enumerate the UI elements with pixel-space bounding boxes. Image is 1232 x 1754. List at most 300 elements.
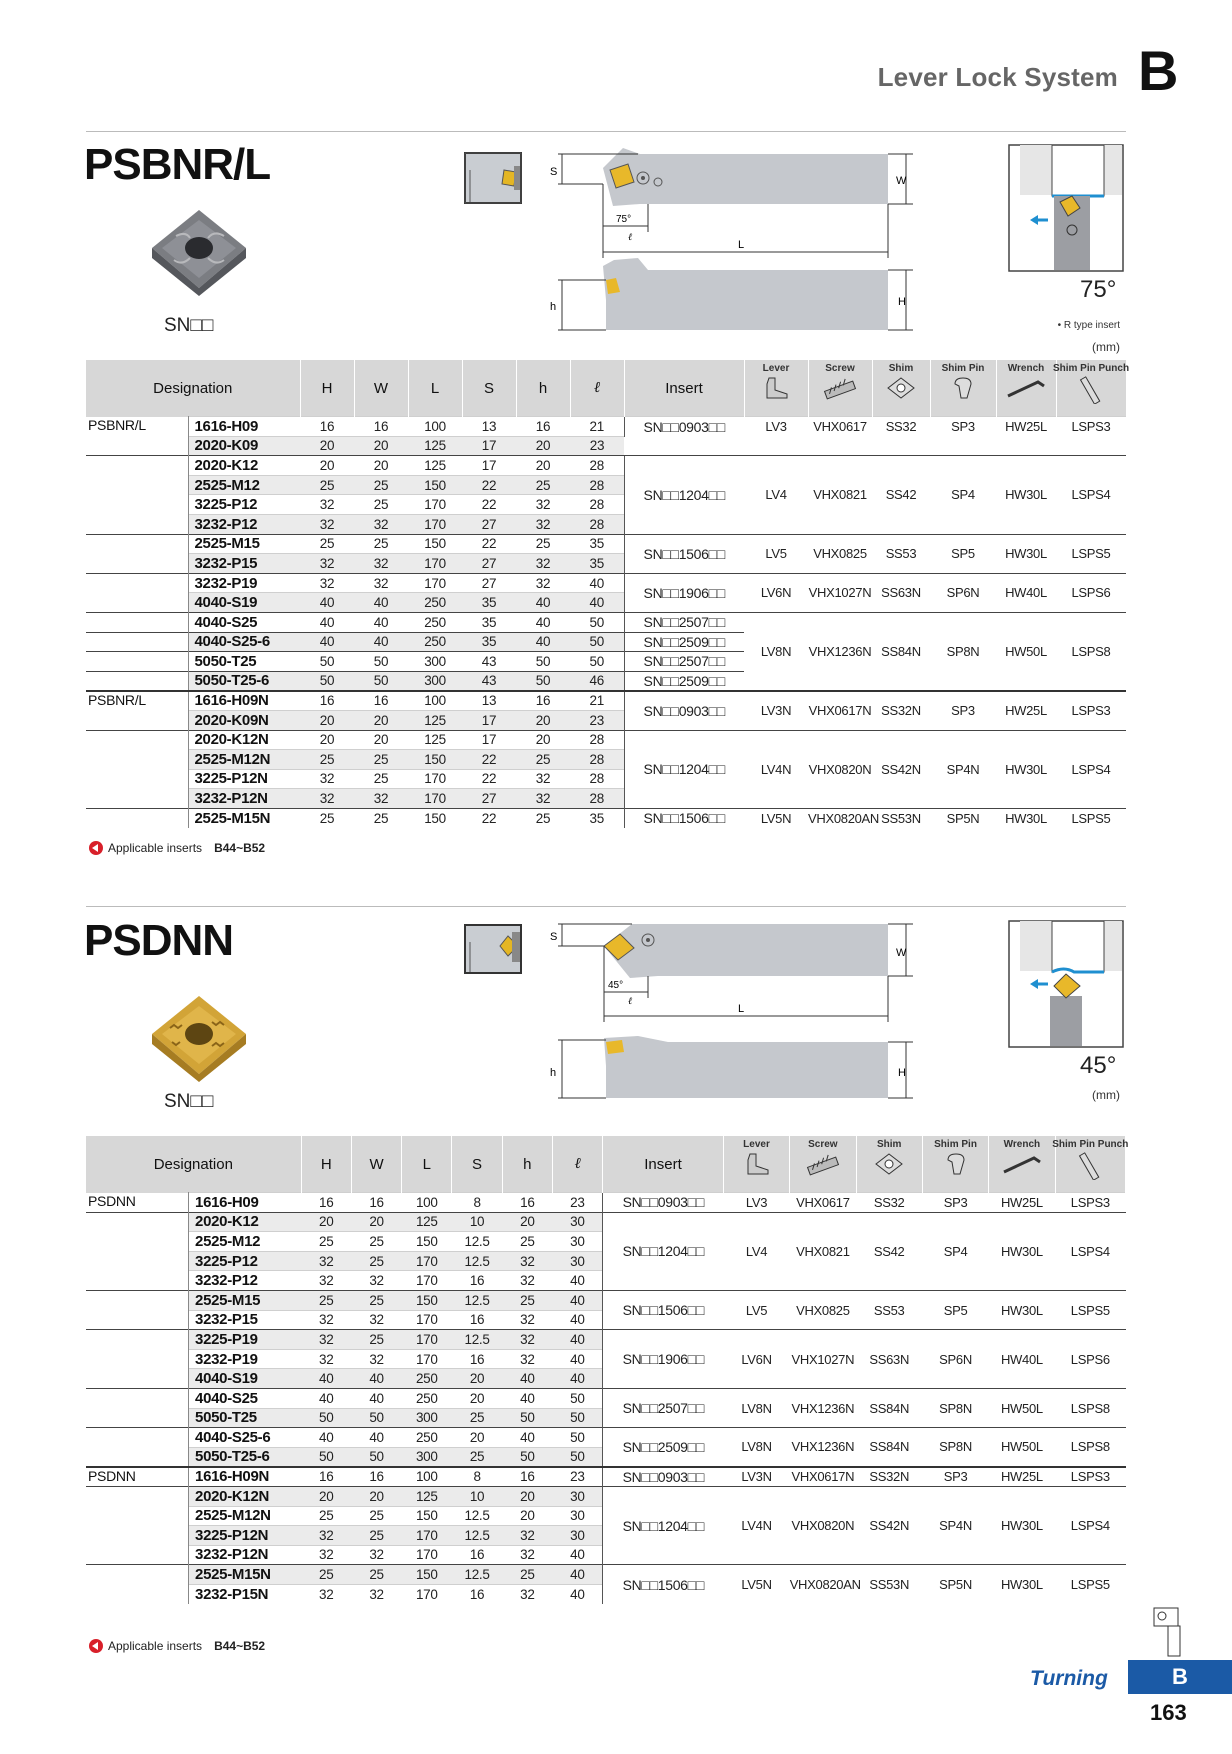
dimension-cell: 10 [452, 1486, 502, 1506]
dimension-cell: 20 [351, 1486, 401, 1506]
dimension-cell: 12.5 [452, 1251, 502, 1271]
dimension-cell: 20 [516, 730, 570, 750]
dimension-cell: 40 [552, 1290, 602, 1310]
dimension-cell: 32 [516, 554, 570, 574]
applicable-inserts-1 [88, 840, 265, 856]
dimension-cell: 16 [354, 417, 408, 437]
col-accessory [723, 1136, 789, 1193]
group-label [86, 1428, 189, 1448]
dimension-cell: 25 [502, 1232, 552, 1252]
accessory-cell: HW25L [989, 1193, 1055, 1213]
arrow-circle-icon [88, 1638, 104, 1654]
wrench-icon [1006, 376, 1046, 400]
accessory-label: Shim [876, 1139, 902, 1150]
accessory-cell: SS42N [872, 730, 930, 808]
designation-cell: 2525-M12 [189, 1232, 302, 1252]
dimension-cell: 20 [300, 710, 354, 730]
dimension-cell: 50 [300, 652, 354, 672]
dimension-cell: 16 [301, 1193, 351, 1213]
dimension-cell: 20 [502, 1506, 552, 1526]
screw-icon [806, 1152, 840, 1176]
accessory-cell: LV8N [744, 612, 808, 690]
accessory-cell: VHX1027N [790, 1330, 856, 1389]
accessory-cell: HW50L [989, 1388, 1055, 1427]
group-label [86, 632, 188, 652]
accessory-cell: HW40L [989, 1330, 1055, 1389]
col-S: S [452, 1136, 502, 1193]
dimension-cell: 17 [462, 456, 516, 476]
dimension-cell: 23 [570, 710, 624, 730]
col-accessory [856, 1136, 922, 1193]
group-label [86, 1330, 189, 1350]
table-row [86, 808, 1126, 828]
dim-L-label-2: L [738, 1003, 745, 1015]
accessory-cell: SP4 [930, 456, 996, 534]
r-type-note: • R type insert [1057, 320, 1120, 331]
applicable-inserts-2 [88, 1638, 265, 1654]
group-label [86, 1526, 189, 1546]
accessory-cell: LSPS8 [1055, 1388, 1125, 1427]
dim-S-label-2: S [550, 931, 558, 943]
designation-cell: 3225-P12N [188, 769, 300, 789]
accessory-cell: SS84N [872, 612, 930, 690]
dimension-cell: 30 [552, 1506, 602, 1526]
applicable-pages[interactable]: B44~B52 [214, 841, 266, 855]
accessory-cell: SP6N [922, 1330, 988, 1389]
dimension-cell: 32 [300, 573, 354, 593]
dimension-cell: 25 [300, 750, 354, 770]
accessory-cell: SP3 [930, 417, 996, 437]
accessory-cell: LV6N [744, 573, 808, 612]
group-label: PSBNR/L [88, 416, 146, 433]
dimension-cell: 32 [354, 554, 408, 574]
dimension-cell: 16 [354, 691, 408, 711]
accessory-cell: SP6N [930, 573, 996, 612]
dimension-cell: 25 [516, 808, 570, 828]
dimension-cell: 250 [402, 1369, 452, 1389]
dimension-cell: 25 [516, 475, 570, 495]
table-row [86, 612, 1126, 632]
dimension-cell: 12.5 [452, 1290, 502, 1310]
spec-table-psbnr [86, 360, 1130, 828]
table-row [86, 1467, 1126, 1487]
dimension-cell: 17 [462, 710, 516, 730]
dimension-cell: 46 [570, 671, 624, 691]
dimension-cell: 40 [552, 1310, 602, 1330]
dimension-cell: 32 [516, 514, 570, 534]
dimension-cell: 20 [452, 1369, 502, 1389]
dimension-cell: 300 [402, 1447, 452, 1467]
accessory-cell: LV5N [723, 1565, 789, 1604]
group-label: PSDNN [86, 1467, 189, 1487]
dimension-cell: 16 [452, 1584, 502, 1604]
dimension-cell: 32 [351, 1271, 401, 1291]
dimension-cell: 30 [552, 1526, 602, 1546]
table-row [86, 691, 1126, 711]
accessory-cell: SP5N [930, 808, 996, 828]
dimension-cell: 16 [502, 1193, 552, 1213]
table-row [86, 436, 1126, 456]
dimension-cell: 32 [502, 1330, 552, 1350]
section-divider [86, 906, 1126, 907]
accessory-cell: HW30L [989, 1290, 1055, 1329]
dimension-cell: 20 [300, 436, 354, 456]
group-label [86, 436, 188, 456]
dimension-cell: 16 [516, 691, 570, 711]
dimension-cell: 50 [354, 671, 408, 691]
accessory-cell: VHX0825 [790, 1290, 856, 1329]
dimension-cell: 35 [570, 808, 624, 828]
table-row [86, 1290, 1126, 1310]
dimension-cell: 170 [408, 573, 462, 593]
dimension-cell: 8 [452, 1467, 502, 1487]
accessory-cell: LSPS8 [1056, 612, 1126, 690]
dimension-cell: 25 [300, 475, 354, 495]
insert-cell: SN□□2509□□ [603, 1428, 724, 1467]
dimension-cell: 32 [351, 1349, 401, 1369]
dimension-cell: 40 [354, 632, 408, 652]
dimension-cell: 20 [516, 436, 570, 456]
accessory-cell: SS53N [856, 1565, 922, 1604]
dimension-cell: 16 [351, 1467, 401, 1487]
accessory-label: Shim Pin [941, 363, 985, 374]
dimension-cell: 40 [502, 1369, 552, 1389]
dimension-cell: 32 [502, 1545, 552, 1565]
designation-cell: 5050-T25 [189, 1408, 302, 1428]
dimension-cell: 40 [351, 1428, 401, 1448]
accessory-cell: HW30L [996, 808, 1056, 828]
dimension-cell: 20 [354, 730, 408, 750]
dimension-cell: 125 [408, 456, 462, 476]
accessory-cell: SP3 [922, 1193, 988, 1213]
insert-cell: SN□□2507□□ [624, 652, 744, 672]
designation-cell: 2020-K12N [188, 730, 300, 750]
dimension-cell: 50 [570, 632, 624, 652]
designation-cell: 2525-M15N [189, 1565, 302, 1585]
designation-cell: 2020-K12 [188, 456, 300, 476]
footer-category: Turning [1030, 1667, 1108, 1690]
dimension-cell: 150 [408, 808, 462, 828]
accessory-label: Wrench [1003, 1139, 1041, 1150]
dimension-cell: 100 [408, 417, 462, 437]
col-W: W [354, 360, 408, 417]
group-label [86, 554, 188, 574]
accessory-cell: SS32 [872, 417, 930, 437]
group-label [86, 710, 188, 730]
accessory-cell: HW30L [989, 1212, 1055, 1290]
applicable-label: Applicable inserts [108, 1639, 203, 1653]
accessory-cell: SP8N [922, 1428, 988, 1467]
accessory-cell: LSPS4 [1056, 730, 1126, 808]
dimension-cell: 25 [351, 1251, 401, 1271]
accessory-cell: LV5 [723, 1290, 789, 1329]
dimension-cell: 40 [354, 612, 408, 632]
dimension-cell: 32 [502, 1349, 552, 1369]
dimension-cell: 20 [452, 1388, 502, 1408]
dimension-cell: 32 [300, 769, 354, 789]
insert-cell: SN□□1506□□ [603, 1290, 724, 1329]
table-row [86, 730, 1126, 750]
dimension-cell: 32 [301, 1271, 351, 1291]
col-accessory [989, 1136, 1055, 1193]
dimension-cell: 50 [502, 1447, 552, 1467]
dimension-cell: 50 [570, 652, 624, 672]
group-label [86, 593, 188, 613]
dimension-cell: 170 [408, 514, 462, 534]
shim-icon [874, 1152, 904, 1176]
dimension-cell: 170 [402, 1271, 452, 1291]
dimension-cell: 16 [300, 691, 354, 711]
designation-cell: 5050-T25-6 [189, 1447, 302, 1467]
designation-cell: 2525-M15 [188, 534, 300, 554]
designation-cell: 2525-M12N [188, 750, 300, 770]
col-accessory [996, 360, 1056, 417]
accessory-cell: SP4N [922, 1486, 988, 1564]
dimension-cell: 32 [300, 514, 354, 534]
dimension-cell: 40 [552, 1565, 602, 1585]
screw-icon [823, 376, 857, 400]
accessory-cell: LV5N [744, 808, 808, 828]
spec-table-psdnn [86, 1136, 1129, 1604]
applicable-pages[interactable]: B44~B52 [214, 1639, 266, 1653]
application-icon-psdnn [1008, 920, 1124, 1048]
accessory-cell: SP3 [930, 691, 996, 730]
dimension-cell: 32 [502, 1526, 552, 1546]
dimension-cell: 43 [462, 652, 516, 672]
dimension-cell: 23 [570, 436, 624, 456]
insert-cell: SN□□1204□□ [624, 456, 744, 534]
group-label [86, 514, 188, 534]
page-number: 163 [1150, 1700, 1187, 1725]
dimension-cell: 12.5 [452, 1506, 502, 1526]
designation-cell: 3225-P12 [189, 1251, 302, 1271]
dimension-cell: 32 [516, 789, 570, 809]
dimension-cell: 32 [300, 554, 354, 574]
dimension-cell: 35 [462, 632, 516, 652]
dimension-cell: 40 [552, 1349, 602, 1369]
dimension-cell: 16 [502, 1467, 552, 1487]
accessory-cell: SP5 [922, 1290, 988, 1329]
dimension-cell: 32 [301, 1584, 351, 1604]
accessory-cell: LSPS4 [1055, 1212, 1125, 1290]
group-label: PSBNR/L [86, 691, 188, 711]
dimension-cell: 17 [462, 730, 516, 750]
group-label [86, 1290, 189, 1310]
group-label [86, 1545, 189, 1565]
accessory-cell: SP4 [922, 1212, 988, 1290]
dimension-cell: 32 [300, 789, 354, 809]
designation-cell: 3232-P12N [188, 789, 300, 809]
accessory-cell: SS63N [856, 1330, 922, 1389]
dimension-cell: 20 [502, 1486, 552, 1506]
dimension-cell: 28 [570, 514, 624, 534]
accessory-cell: VHX1236N [790, 1388, 856, 1427]
dimension-cell: 50 [516, 671, 570, 691]
dimension-cell: 125 [402, 1486, 452, 1506]
unit-label-2: (mm) [1092, 1088, 1120, 1102]
punch-icon [1078, 1152, 1102, 1180]
dimension-cell: 20 [300, 456, 354, 476]
designation-cell: 5050-T25 [188, 652, 300, 672]
accessory-cell: LV4N [744, 730, 808, 808]
dimension-cell: 10 [452, 1212, 502, 1232]
dimension-cell: 25 [301, 1290, 351, 1310]
dimension-cell: 40 [502, 1428, 552, 1448]
designation-cell: 1616-H09 [189, 1193, 302, 1213]
dimension-cell: 100 [408, 691, 462, 711]
dimension-cell: 25 [301, 1506, 351, 1526]
approach-angle-2: 45° [1080, 1052, 1117, 1079]
designation-cell: 3232-P12 [188, 514, 300, 534]
accessory-cell: VHX0825 [808, 534, 872, 573]
dimension-cell: 40 [552, 1369, 602, 1389]
dimension-cell: 125 [408, 710, 462, 730]
col-designation: Designation [86, 1136, 301, 1193]
dimension-cell: 32 [516, 573, 570, 593]
accessory-cell: HW30L [996, 456, 1056, 534]
dimension-cell: 170 [402, 1310, 452, 1330]
accessory-cell: SP8N [930, 612, 996, 690]
dimension-cell: 32 [354, 573, 408, 593]
dimension-cell: 50 [502, 1408, 552, 1428]
dimension-cell: 25 [516, 750, 570, 770]
insert-cell: SN□□2509□□ [624, 632, 744, 652]
col-l: ℓ [570, 360, 624, 417]
designation-cell: 2020-K12 [189, 1212, 302, 1232]
designation-cell: 4040-S25 [189, 1388, 302, 1408]
accessory-cell: LV3 [723, 1193, 789, 1213]
dimension-cell: 25 [354, 750, 408, 770]
dimension-cell: 50 [351, 1447, 401, 1467]
table-row [86, 1565, 1126, 1585]
dimension-cell: 25 [516, 534, 570, 554]
group-label [86, 789, 188, 809]
dimension-cell: 16 [301, 1467, 351, 1487]
dimension-cell: 50 [300, 671, 354, 691]
dimension-cell: 32 [301, 1251, 351, 1271]
insert-cell: SN□□1204□□ [603, 1212, 724, 1290]
dimension-cell: 25 [351, 1506, 401, 1526]
section-title-psdnn: PSDNN [84, 916, 234, 965]
dimension-cell: 150 [402, 1506, 452, 1526]
dimension-cell: 16 [452, 1271, 502, 1291]
accessory-cell: VHX0617N [790, 1467, 856, 1487]
insert-cell: SN□□0903□□ [624, 691, 744, 730]
dimension-cell: 16 [516, 417, 570, 437]
dimension-cell: 22 [462, 534, 516, 554]
dimension-cell: 30 [552, 1212, 602, 1232]
accessory-cell: SS84N [856, 1388, 922, 1427]
dimension-cell: 40 [516, 593, 570, 613]
dimension-cell: 28 [570, 730, 624, 750]
dimension-diagram-psdnn [548, 916, 918, 1102]
group-label [86, 730, 188, 750]
accessory-cell: LSPS3 [1055, 1193, 1125, 1213]
application-icon-psbnr [1008, 144, 1124, 272]
accessory-label: Screw [808, 1139, 838, 1150]
dimension-cell: 32 [502, 1271, 552, 1291]
dimension-cell: 170 [408, 769, 462, 789]
accessory-label: Wrench [1007, 363, 1045, 374]
dimension-cell: 28 [570, 475, 624, 495]
dimension-cell: 32 [354, 514, 408, 534]
designation-cell: 4040-S19 [189, 1369, 302, 1389]
designation-cell: 3232-P19 [189, 1349, 302, 1369]
lever-icon [761, 376, 791, 400]
table-row [86, 456, 1126, 476]
dim-h-label: h [550, 301, 557, 313]
unit-label: (mm) [1092, 340, 1120, 354]
group-label [86, 808, 188, 828]
accessory-cell: LSPS5 [1055, 1565, 1125, 1604]
dim-h-label-2: h [550, 1067, 557, 1079]
punch-icon [1079, 376, 1103, 404]
group-label [86, 1584, 189, 1604]
dimension-cell: 20 [301, 1486, 351, 1506]
dim-H-label-2: H [898, 1067, 906, 1079]
dimension-cell: 150 [408, 750, 462, 770]
group-label [86, 573, 188, 593]
designation-cell: 2020-K09 [188, 436, 300, 456]
shim-pin-icon [942, 1152, 970, 1176]
shim-pin-icon [949, 376, 977, 400]
dimension-cell: 32 [516, 769, 570, 789]
accessory-cell: HW25L [996, 417, 1056, 437]
dimension-cell: 50 [552, 1428, 602, 1448]
designation-cell: 3225-P19 [189, 1330, 302, 1350]
accessory-cell: VHX0820AN [808, 808, 872, 828]
accessory-label: Shim Pin Punch [1052, 363, 1130, 374]
insert-cell: SN□□0903□□ [624, 417, 744, 437]
dimension-cell: 300 [408, 652, 462, 672]
dimension-cell: 21 [570, 417, 624, 437]
system-title: Lever Lock System [877, 62, 1118, 92]
dimension-cell: 40 [516, 612, 570, 632]
accessory-cell: VHX0820AN [790, 1565, 856, 1604]
dimension-cell: 21 [570, 691, 624, 711]
accessory-label: Lever [743, 1139, 770, 1150]
dimension-cell: 40 [552, 1271, 602, 1291]
dimension-cell: 40 [300, 612, 354, 632]
group-label [86, 612, 188, 632]
dimension-cell: 150 [408, 475, 462, 495]
dimension-cell: 32 [502, 1251, 552, 1271]
accessory-cell: SP5N [922, 1565, 988, 1604]
col-accessory [930, 360, 996, 417]
dimension-cell: 40 [300, 593, 354, 613]
designation-cell: 2525-M12N [189, 1506, 302, 1526]
insert-shape-label: SN□□ [164, 315, 214, 336]
dimension-cell: 170 [402, 1330, 452, 1350]
dimension-cell: 50 [552, 1447, 602, 1467]
table-row [86, 1212, 1126, 1232]
dimension-cell: 40 [570, 573, 624, 593]
dimension-cell: 27 [462, 514, 516, 534]
col-accessory [744, 360, 808, 417]
designation-cell: 3225-P12N [189, 1526, 302, 1546]
dimension-cell: 25 [354, 769, 408, 789]
dimension-cell: 35 [570, 534, 624, 554]
dimension-cell: 50 [516, 652, 570, 672]
dimension-cell: 32 [354, 789, 408, 809]
dimension-cell: 40 [354, 593, 408, 613]
designation-cell: 3232-P15 [189, 1310, 302, 1330]
dimension-cell: 30 [552, 1232, 602, 1252]
designation-cell: 4040-S25 [188, 612, 300, 632]
col-h: h [516, 360, 570, 417]
accessory-cell: LV8N [723, 1428, 789, 1467]
designation-cell: 2525-M15 [189, 1290, 302, 1310]
